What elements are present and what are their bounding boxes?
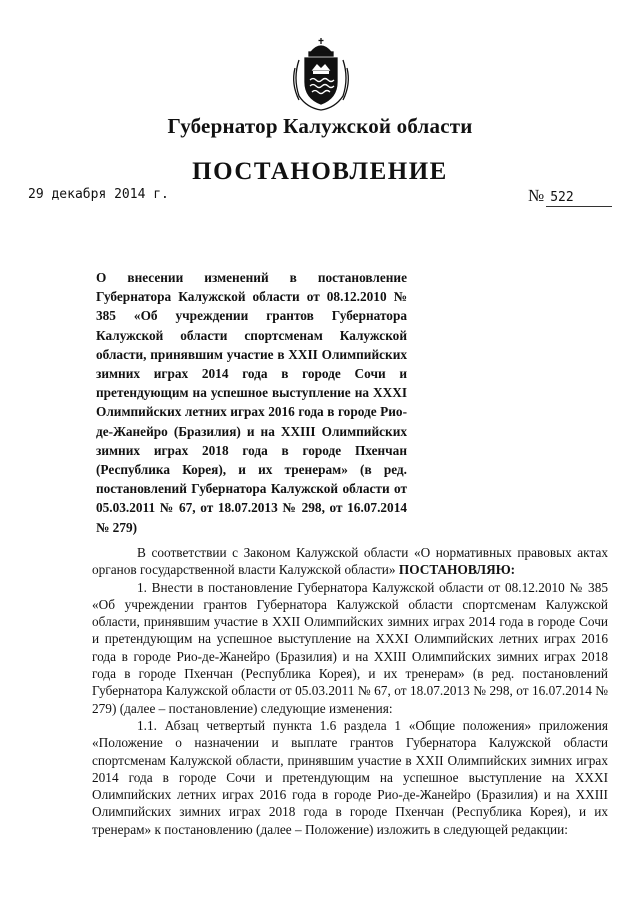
item-1-paragraph: 1. Внести в постановление Губернатора Калужской области от 08.12.2010 № 385 «Об учреждении грантов Губернатора Калужской области спортсменам Калужской области, принявшим участие в XXII Олимпийских зимних играх 2014 года в городе Сочи и претендующим на успешное выступление на XXXI Олимпийских летних играх 2016 года в городе Рио-де-Жанейро (Бразилия) и на XXIII Олимпийских зимних играх 2018 года в городе Пхенчан (Республика Корея), и их тренерам» (в ред. постановлений Губернатора Калужской области от 05.03.2011 № 67, от 18.07.2013 № 298, от 16.07.2014 № 279) (далее – постановление) следующие изменения: (92, 579, 608, 716)
item-1-1-paragraph: 1.1. Абзац четвертый пункта 1.6 раздела 1 «Общие положения» приложения «Положение о назначении и выплате грантов Губернатора Калужской области спортсменам Калужской области, принявшим участие в XXII Олимпийских зимних играх 2014 года в городе Сочи и претендующим на успешное выступление на XXXI Олимпийских летних играх 2016 года в городе Рио-де-Жанейро (Бразилия) и на XXIII Олимпийских зимних играх 2018 года в городе Пхенчан (Республика Корея), и их тренерам» к постановлению (далее – Положение) изложить в следующей редакции: (92, 717, 608, 837)
kaluga-coat-of-arms-icon (289, 38, 353, 112)
number-sign: № (528, 186, 545, 205)
document-date: 29 декабря 2014 г. (28, 187, 169, 202)
intro-paragraph (92, 544, 608, 579)
document-subject: О внесении изменений в постановление Губернатора Калужской области от 08.12.2010 № 385 «Об учреждении грантов Губернатора Калужской области спортсменам Калужской области, принявшим участие в XXII Олимпийских зимних играх 2014 года в городе Сочи и претендующим на успешное выступление на XXXI Олимпийских летних играх 2016 года в городе Рио-де-Жанейро (Бразилия) и на XXIII Олимпийских зимних играх 2018 года в городе Пхенчан (Республика Корея), и их тренерам» (в ред. постановлений Губернатора Калужской области от 05.03.2011 № 67, от 18.07.2013 № 298, от 16.07.2014 № 279) (96, 270, 407, 535)
document-body (92, 544, 608, 838)
intro-text: В соответствии с Законом Калужской области «О нормативных правовых актах органов государственной власти Калужской области» (92, 545, 608, 578)
issuing-authority: Губернатор Калужской области (167, 114, 473, 138)
number-underline (546, 206, 612, 207)
number-value: 522 (550, 190, 574, 205)
decree-word: ПОСТАНОВЛЯЮ: (398, 562, 516, 578)
document-type-title: ПОСТАНОВЛЕНИЕ (192, 158, 448, 185)
document-number (528, 186, 612, 206)
